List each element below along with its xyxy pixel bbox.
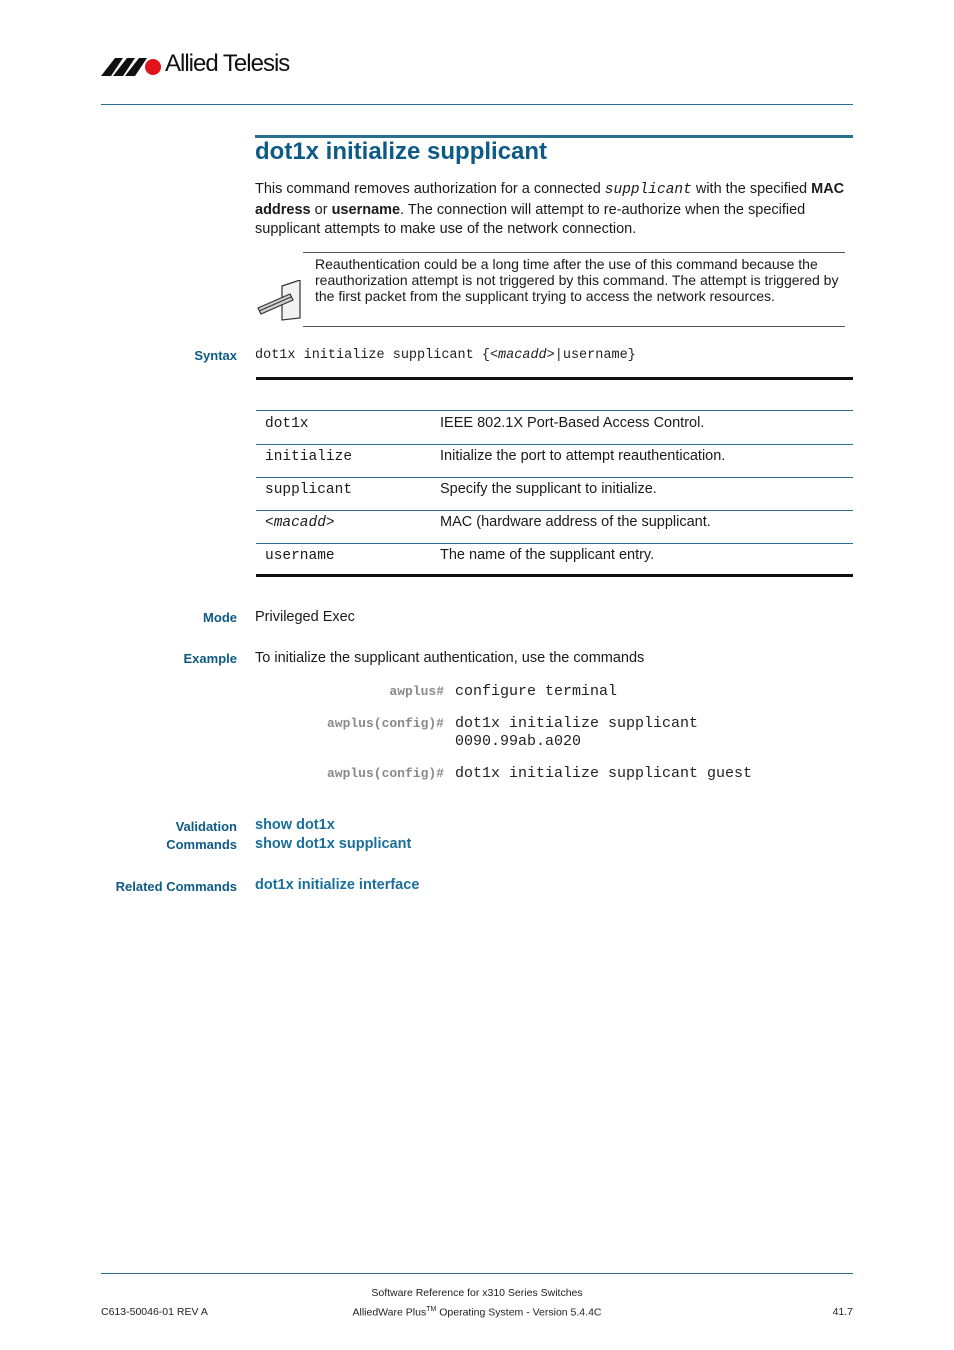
note-text: Reauthentication could be a long time after the use of this command because the reauthorization attempt is not triggered by this command. The attempt is triggered by the first packet from the supplicant trying to access the network resources. <box>315 256 839 304</box>
related-commands-label: Related Commands <box>115 879 237 894</box>
logo-brand-text: Allied Telesis <box>165 50 290 77</box>
cli-command: dot1x initialize supplicant guest <box>455 765 753 782</box>
table-row <box>256 477 853 511</box>
table-row <box>256 444 853 478</box>
link-show-dot1x-supplicant[interactable]: show dot1x supplicant <box>255 836 412 852</box>
cli-command: dot1x initialize supplicant <box>455 715 699 732</box>
param-description: MAC (hardware address of the supplicant. <box>440 514 711 530</box>
cli-prompt: awplus(config)# <box>326 766 444 781</box>
logo-mark-icon <box>101 54 165 80</box>
param-name: username <box>265 548 335 564</box>
param-name: supplicant <box>265 482 353 498</box>
mode-value: Privileged Exec <box>255 609 355 625</box>
link-dot1x-initialize-interface[interactable]: dot1x initialize interface <box>255 877 420 893</box>
cli-command-continued: 0090.99ab.a020 <box>455 733 582 750</box>
param-name: initialize <box>265 449 353 465</box>
cli-prompt: awplus# <box>389 684 444 699</box>
note-top-rule <box>303 252 845 253</box>
param-description: The name of the supplicant entry. <box>440 547 655 563</box>
allied-telesis-logo <box>101 50 301 82</box>
cli-prompt: awplus(config)# <box>326 716 444 731</box>
validation-label: Validation Commands <box>166 819 237 852</box>
cli-command: configure terminal <box>455 683 618 700</box>
footer-os-version: AlliedWare Plus™ Operating System - Version 5.4.4C <box>352 1306 602 1319</box>
footer-doc-id: C613-50046-01 REV A <box>101 1306 208 1318</box>
param-description: Specify the supplicant to initialize. <box>440 481 657 497</box>
supplicant-code: supplicant <box>604 182 692 198</box>
page-title: dot1x initialize supplicant <box>255 138 548 165</box>
syntax-text: dot1x initialize supplicant {<macadd>|username} <box>255 348 636 363</box>
footer-divider <box>101 1273 853 1274</box>
footer-title: Software Reference for x310 Series Switches <box>371 1287 583 1299</box>
syntax-label: Syntax <box>194 348 237 363</box>
table-row <box>256 510 853 544</box>
note-bottom-rule <box>303 326 845 327</box>
example-intro: To initialize the supplicant authentication, use the commands <box>255 650 645 666</box>
footer-page-number: 41.7 <box>832 1306 853 1318</box>
param-description: Initialize the port to attempt reauthentication. <box>440 448 726 464</box>
table-row <box>256 543 853 576</box>
mode-label: Mode <box>203 610 237 625</box>
param-name: dot1x <box>265 416 309 432</box>
param-name: <macadd> <box>265 515 335 531</box>
header-divider <box>101 104 853 105</box>
table-row <box>256 411 853 445</box>
param-description: IEEE 802.1X Port-Based Access Control. <box>440 415 705 431</box>
example-label: Example <box>183 651 237 666</box>
link-show-dot1x[interactable]: show dot1x <box>255 817 335 833</box>
note-pencil-icon <box>256 280 302 322</box>
table-top-rule <box>256 377 853 380</box>
intro-paragraph: This command removes authorization for a connected supplicant with the specified MAC address or username. The connection will attempt to re-authorize when the specified supplicant attempts to make use of the network connection. <box>255 181 845 237</box>
table-bottom-rule <box>256 574 853 577</box>
